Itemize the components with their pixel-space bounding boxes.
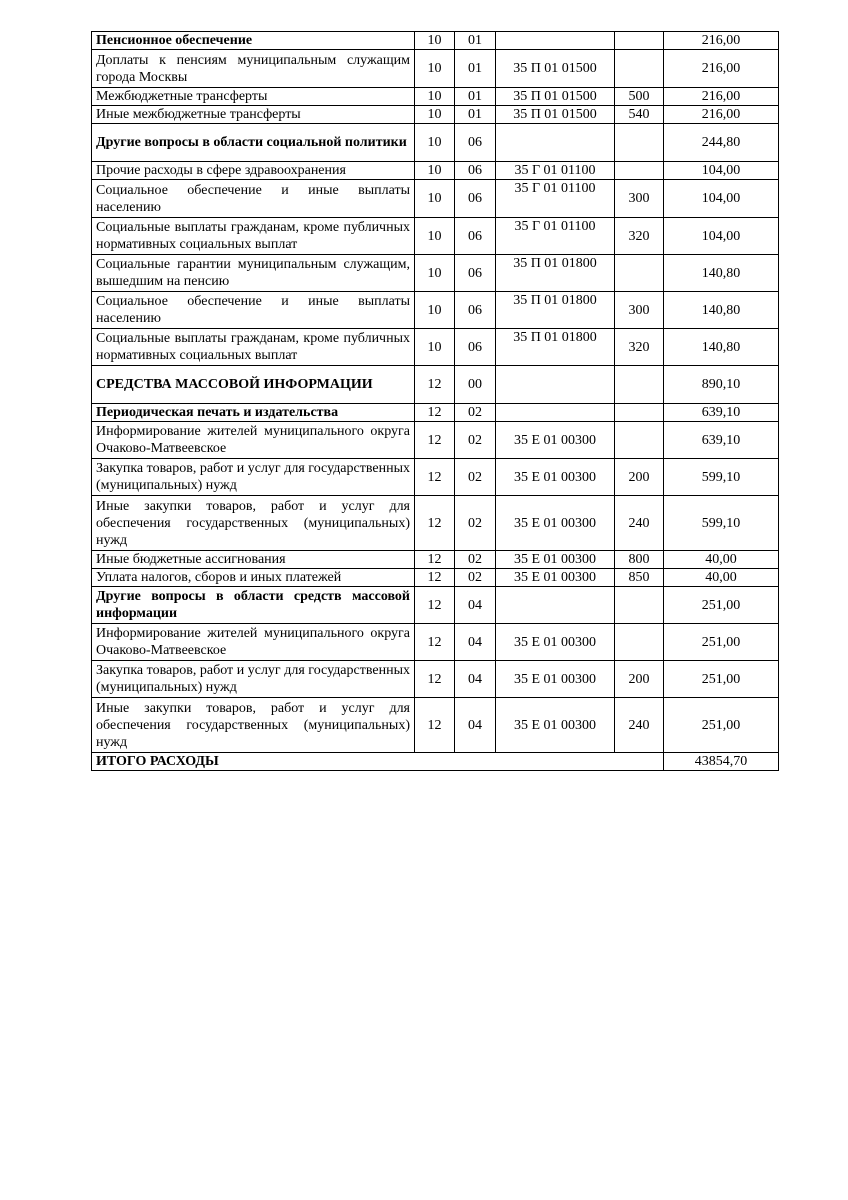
row-subsection: 02 [455, 422, 496, 459]
row-section: 10 [415, 162, 455, 180]
row-subsection: 02 [455, 569, 496, 587]
table-row [92, 404, 779, 422]
row-target-code: 35 Е 01 00300 [496, 698, 615, 753]
row-expense-type: 300 [615, 180, 664, 218]
table-row [92, 255, 779, 292]
row-expense-type: 320 [615, 218, 664, 255]
row-name: Закупка товаров, работ и услуг для государственных (муниципальных) нужд [92, 459, 415, 496]
row-subsection: 06 [455, 329, 496, 366]
row-target-code: 35 Е 01 00300 [496, 459, 615, 496]
row-target-code: 35 Е 01 00300 [496, 624, 615, 661]
row-section: 10 [415, 292, 455, 329]
row-amount: 140,80 [664, 292, 779, 329]
row-name: Социальные выплаты гражданам, кроме публичных нормативных социальных выплат [92, 329, 415, 366]
row-expense-type [615, 162, 664, 180]
table-row [92, 698, 779, 753]
row-name: Доплаты к пенсиям муниципальным служащим города Москвы [92, 50, 415, 88]
row-name: Пенсионное обеспечение [92, 32, 415, 50]
table-row [92, 162, 779, 180]
row-target-code: 35 Е 01 00300 [496, 496, 615, 551]
table-row [92, 106, 779, 124]
row-section: 10 [415, 88, 455, 106]
row-subsection: 01 [455, 88, 496, 106]
row-section: 10 [415, 124, 455, 162]
row-section: 12 [415, 587, 455, 624]
row-target-code: 35 П 01 01500 [496, 50, 615, 88]
row-amount: 599,10 [664, 459, 779, 496]
row-amount: 890,10 [664, 366, 779, 404]
row-subsection: 04 [455, 661, 496, 698]
table-row [92, 32, 779, 50]
row-target-code: 35 П 01 01800 [496, 292, 615, 329]
row-target-code: 35 П 01 01500 [496, 106, 615, 124]
row-section: 12 [415, 459, 455, 496]
total-label: ИТОГО РАСХОДЫ [92, 753, 664, 771]
row-expense-type [615, 32, 664, 50]
row-amount: 639,10 [664, 404, 779, 422]
row-target-code: 35 Г 01 01100 [496, 218, 615, 255]
row-target-code: 35 Г 01 01100 [496, 180, 615, 218]
row-amount: 40,00 [664, 569, 779, 587]
row-subsection: 02 [455, 404, 496, 422]
row-name: Социальное обеспечение и иные выплаты населению [92, 292, 415, 329]
row-target-code [496, 366, 615, 404]
row-amount: 216,00 [664, 106, 779, 124]
row-name: Информирование жителей муниципального округа Очаково-Матвеевское [92, 624, 415, 661]
row-expense-type: 200 [615, 661, 664, 698]
row-name: Другие вопросы в области средств массовой информации [92, 587, 415, 624]
table-row [92, 124, 779, 162]
row-name: Закупка товаров, работ и услуг для государственных (муниципальных) нужд [92, 661, 415, 698]
row-expense-type [615, 255, 664, 292]
table-row [92, 569, 779, 587]
row-expense-type [615, 366, 664, 404]
row-target-code: 35 Е 01 00300 [496, 661, 615, 698]
row-amount: 140,80 [664, 255, 779, 292]
row-expense-type: 240 [615, 496, 664, 551]
row-subsection: 01 [455, 106, 496, 124]
row-section: 10 [415, 218, 455, 255]
row-target-code: 35 Е 01 00300 [496, 422, 615, 459]
table-row [92, 496, 779, 551]
row-section: 12 [415, 551, 455, 569]
row-subsection: 01 [455, 32, 496, 50]
row-target-code [496, 404, 615, 422]
row-subsection: 00 [455, 366, 496, 404]
total-sum: 43854,70 [664, 753, 779, 771]
row-subsection: 06 [455, 218, 496, 255]
table-row [92, 50, 779, 88]
table-row [92, 88, 779, 106]
row-section: 12 [415, 569, 455, 587]
row-expense-type [615, 422, 664, 459]
row-section: 10 [415, 106, 455, 124]
row-subsection: 06 [455, 255, 496, 292]
table-row [92, 329, 779, 366]
row-section: 10 [415, 180, 455, 218]
table-row [92, 366, 779, 404]
row-name: Иные закупки товаров, работ и услуг для обеспечения государственных (муниципальных) нужд [92, 698, 415, 753]
row-target-code: 35 П 01 01500 [496, 88, 615, 106]
row-amount: 599,10 [664, 496, 779, 551]
row-section: 10 [415, 50, 455, 88]
row-name: Социальные выплаты гражданам, кроме публичных нормативных социальных выплат [92, 218, 415, 255]
row-amount: 104,00 [664, 218, 779, 255]
row-subsection: 01 [455, 50, 496, 88]
row-amount: 216,00 [664, 88, 779, 106]
row-amount: 140,80 [664, 329, 779, 366]
row-name: Иные межбюджетные трансферты [92, 106, 415, 124]
row-target-code [496, 32, 615, 50]
row-subsection: 02 [455, 496, 496, 551]
row-subsection: 06 [455, 180, 496, 218]
table-row [92, 661, 779, 698]
row-expense-type [615, 404, 664, 422]
row-section: 12 [415, 496, 455, 551]
row-expense-type: 200 [615, 459, 664, 496]
row-section: 12 [415, 422, 455, 459]
row-amount: 251,00 [664, 587, 779, 624]
row-amount: 216,00 [664, 50, 779, 88]
table-row [92, 218, 779, 255]
row-subsection: 04 [455, 587, 496, 624]
row-name: Социальное обеспечение и иные выплаты населению [92, 180, 415, 218]
row-section: 12 [415, 661, 455, 698]
row-name: СРЕДСТВА МАССОВОЙ ИНФОРМАЦИИ [92, 366, 415, 404]
row-section: 12 [415, 624, 455, 661]
row-name: Периодическая печать и издательства [92, 404, 415, 422]
table-row [92, 292, 779, 329]
row-section: 12 [415, 404, 455, 422]
row-subsection: 06 [455, 124, 496, 162]
row-section: 12 [415, 366, 455, 404]
total-row [92, 753, 779, 771]
row-section: 10 [415, 32, 455, 50]
row-amount: 251,00 [664, 624, 779, 661]
row-subsection: 06 [455, 162, 496, 180]
row-target-code [496, 587, 615, 624]
row-name: Иные бюджетные ассигнования [92, 551, 415, 569]
row-target-code: 35 Е 01 00300 [496, 551, 615, 569]
row-expense-type: 500 [615, 88, 664, 106]
table-row [92, 422, 779, 459]
row-expense-type: 240 [615, 698, 664, 753]
row-expense-type: 540 [615, 106, 664, 124]
table-row [92, 180, 779, 218]
row-name: Прочие расходы в сфере здравоохранения [92, 162, 415, 180]
row-subsection: 04 [455, 698, 496, 753]
row-amount: 216,00 [664, 32, 779, 50]
row-amount: 251,00 [664, 661, 779, 698]
row-expense-type: 850 [615, 569, 664, 587]
row-name: Информирование жителей муниципального округа Очаково-Матвеевское [92, 422, 415, 459]
row-subsection: 02 [455, 551, 496, 569]
row-amount: 244,80 [664, 124, 779, 162]
row-amount: 40,00 [664, 551, 779, 569]
row-subsection: 02 [455, 459, 496, 496]
row-target-code: 35 П 01 01800 [496, 255, 615, 292]
row-name: Уплата налогов, сборов и иных платежей [92, 569, 415, 587]
row-expense-type [615, 624, 664, 661]
row-target-code [496, 124, 615, 162]
row-expense-type [615, 124, 664, 162]
table-row [92, 459, 779, 496]
row-expense-type [615, 50, 664, 88]
table-row [92, 624, 779, 661]
row-amount: 104,00 [664, 180, 779, 218]
row-target-code: 35 Г 01 01100 [496, 162, 615, 180]
row-amount: 251,00 [664, 698, 779, 753]
row-target-code: 35 П 01 01800 [496, 329, 615, 366]
row-expense-type: 320 [615, 329, 664, 366]
row-amount: 639,10 [664, 422, 779, 459]
row-target-code: 35 Е 01 00300 [496, 569, 615, 587]
row-amount: 104,00 [664, 162, 779, 180]
row-name: Социальные гарантии муниципальным служащим, вышедшим на пенсию [92, 255, 415, 292]
table-row [92, 587, 779, 624]
row-section: 10 [415, 329, 455, 366]
row-section: 12 [415, 698, 455, 753]
row-section: 10 [415, 255, 455, 292]
row-expense-type [615, 587, 664, 624]
row-name: Межбюджетные трансферты [92, 88, 415, 106]
budget-table [91, 31, 779, 771]
table-body [92, 32, 779, 753]
row-subsection: 04 [455, 624, 496, 661]
row-subsection: 06 [455, 292, 496, 329]
table-row [92, 551, 779, 569]
row-expense-type: 800 [615, 551, 664, 569]
row-name: Иные закупки товаров, работ и услуг для обеспечения государственных (муниципальных) нужд [92, 496, 415, 551]
row-expense-type: 300 [615, 292, 664, 329]
row-name: Другие вопросы в области социальной политики [92, 124, 415, 162]
